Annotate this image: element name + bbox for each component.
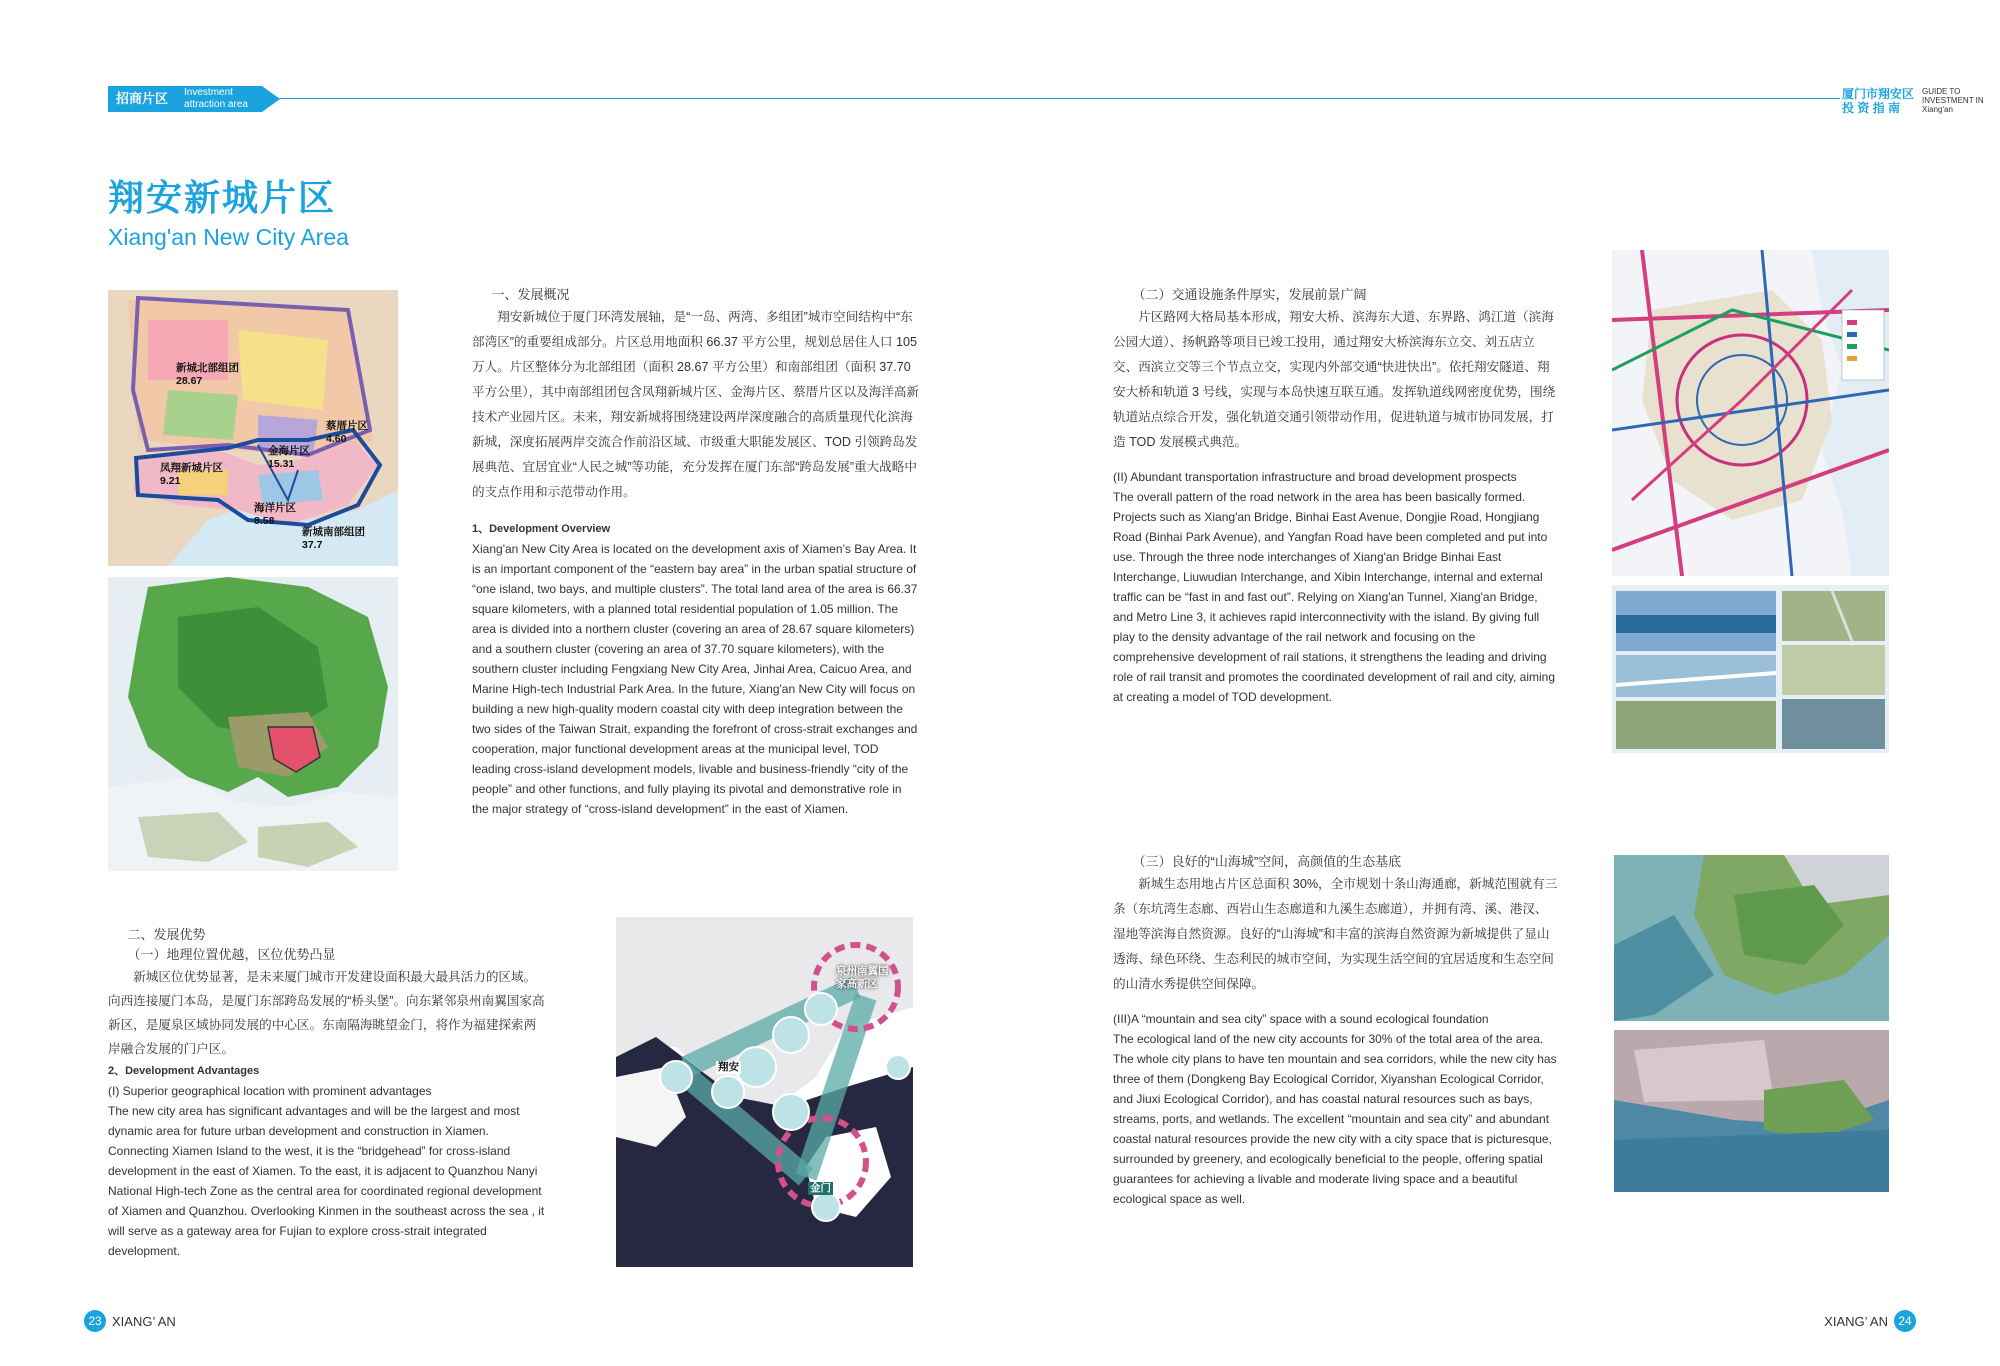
map-label-xiangan: 翔安 [718, 1061, 739, 1073]
guide-cn-line2: 投 资 指 南 [1842, 101, 1901, 115]
map-label-haiyang: 海洋片区 8.58 [254, 502, 296, 527]
section-ecology [1113, 852, 1559, 1209]
overview-paragraph-en: Xiang'an New City Area is located on the development axis of Xiamen’s Bay Area. It is an important component of the “eastern bay area” in the urban spatial structure of “one island, two bays, and multiple clusters”. The total land area of the area is 66.37 square kilometers, with a planned total residential population of 1.05 million. The area is divided into a northern cluster (covering an area of 28.67 square kilometers) and a southern cluster (covering an area of 37.70 square kilometers), with the southern cluster including Fengxiang New City Area, Jinhai Area, Caicuo Area, and Marine High-tech Industrial Park Area. In the future, Xiang'an New City will focus on building a new high-quality modern coastal city with deep integration between the two sides of the Taiwan Strait, expanding the forefront of cross-strait exchanges and cooperation, major functional development areas at the municipal level, TOD leading cross-island development models, livable and business-friendly “city of the people” and other functions, and fully playing its pivotal and demonstrative role in the major strategy of “cross-island development” in the east of Xiamen. [472, 542, 918, 816]
map-label-jinmen: 金门 [810, 1182, 831, 1194]
page-title-cn: 翔安新城片区 [108, 177, 337, 218]
road-network-map [1612, 250, 1889, 576]
page-number-left: 23 [84, 1310, 106, 1332]
waterfront-aerial-photo [1614, 1030, 1889, 1192]
overview-paragraph-cn: 翔安新城位于厦门环湾发展轴，是“一岛、两湾、多组团”城市空间结构中“东部湾区”的重要组成部分。片区总用地面积 66.37 平方公里，规划总居住人口 105 万人。片区整体分为北部组团（面积 28.67 平方公里）和南部组团（面积 37.70 平方公里），其中南部组团包含凤翔新城片区、金海片区、蔡厝片区以及海洋高新技术产业园片区。未来，翔安新城将围绕建设两岸深度融合的高质量现代化滨海新城，深度拓展两岸交流合作前沿区域、市级重大职能发展区、TOD 引领跨岛发展典范、宜居宜业“人民之城”等功能，充分发挥在厦门东部“跨岛发展”重大战略中的支点作用和示范带动作用。 [472, 310, 920, 499]
transport-paragraph-cn: 片区路网大格局基本形成，翔安大桥、滨海东大道、东界路、鸿江道（滨海公园大道）、扬帆路等项目已竣工投用，通过翔安大桥滨海东立交、刘五店立交、西滨立交等三个节点立交，实现内外部交通“快进快出”。依托翔安隧道、翔安大桥和轨道 3 号线，实现与本岛快速互联互通。发挥轨道线网密度优势，围绕轨道站点综合开发，强化轨道交通引领带动作用，促进轨道与城市协同发展，打造 TOD 发展模式典范。 [1113, 310, 1556, 449]
ecology-paragraph-cn: 新城生态用地占片区总面积 30%，全市规划十条山海通廊，新城范围就有三条（东坑湾生态廊、西岩山生态廊道和九溪生态廊道），并拥有湾、溪、港汊、湿地等滨海自然资源。良好的“山海城”和丰富的滨海自然资源为新城提供了显山透海、绿色环绕、生态利民的城市空间，为实现生活空间的宜居适度和生态空间的山清水秀提供空间保障。 [1113, 877, 1558, 991]
guide-en: GUIDE TO INVESTMENT IN Xiang'an [1922, 87, 1984, 114]
transport-heading-cn: （二）交通设施条件厚实，发展前景广阔 [1132, 287, 1367, 302]
map-label-north: 新城北部组团 28.67 [176, 362, 239, 387]
footer-right [1824, 1310, 1916, 1332]
overview-heading-en: 1、Development Overview [472, 523, 611, 535]
map-label-fengxiang: 凤翔新城片区 9.21 [160, 462, 223, 487]
section-tag [108, 86, 280, 112]
section-tag-en: Investment attraction area [176, 86, 262, 112]
advantages-heading-cn: 二、发展优势 [127, 927, 206, 942]
map-label-caicuo: 蔡厝片区 4.60 [326, 420, 368, 445]
guide-logo [1842, 87, 1994, 115]
section-advantages [108, 925, 548, 1261]
transport-photo-collage [1612, 585, 1889, 753]
location-overview-map [108, 577, 398, 871]
transport-heading-en: (II) Abundant transportation infrastructure and broad development prospects [1113, 470, 1517, 484]
guide-cn-line1: 厦门市翔安区 [1842, 87, 1915, 101]
section-transportation [1113, 285, 1559, 707]
ecology-heading-en: (III)A “mountain and sea city” space with a sound ecological foundation [1113, 1012, 1489, 1026]
section-overview [472, 285, 920, 819]
page-title-en: Xiang'an New City Area [108, 224, 349, 250]
footer-left-text: XIANG’ AN [112, 1313, 176, 1329]
coastal-aerial-photo [1614, 855, 1889, 1021]
ecology-paragraph-en: The ecological land of the new city accounts for 30% of the total area of the area. The whole city plans to have ten mountain and sea corridors, while the new city has three of them (Dongkeng Bay Ecological Corridor, Xiyanshan Ecological Corridor, and Jiuxi Ecological Corridor), and has coastal natural resources such as bays, streams, ports, and wetlands. The excellent “mountain and sea city” and abundant coastal natural resources provide the new city with a city space that is picturesque, surrounded by greenery, and ecologically beneficial to the people, offering spatial guarantees for achieving a livable and moderate living space and a beautiful ecological space as well. [1113, 1032, 1557, 1206]
map-label-quanzhou: 泉州南翼国家高新区 [836, 965, 889, 990]
advantages-paragraph-cn: 新城区位优势显著，是未来厦门城市开发建设面积最大最具活力的区域。向西连接厦门本岛，是厦门东部跨岛发展的“桥头堡”。向东紧邻泉州南翼国家高新区，是厦泉区域协同发展的中心区。东南隔海眺望金门，将作为福建探索两岸融合发展的门户区。 [108, 970, 545, 1056]
page-number-right: 24 [1894, 1310, 1916, 1332]
advantages-subheading-en: (I) Superior geographical location with prominent advantages [108, 1084, 432, 1098]
section-tag-cn: 招商片区 [108, 86, 176, 112]
map-label-south: 新城南部组团 37.7 [302, 526, 365, 551]
advantages-paragraph-en: The new city area has significant advantages and will be the largest and most dynamic area for future urban development and construction in Xiamen. Connecting Xiamen Island to the west, it is the “bridgehead” for cross-island development in the east of Xiamen. To the east, it is adjacent to Quanzhou Nanyi National High-tech Zone as the central area for coordinated regional development of Xiamen and Quanzhou. Overlooking Kinmen in the southeast across the sea , it will serve as a gateway area for Fujian to explore cross-strait integrated development. [108, 1104, 545, 1258]
regional-relation-map [616, 917, 913, 1267]
map-label-jinhai: 金海片区 15.31 [268, 445, 310, 470]
transport-paragraph-en: The overall pattern of the road network in the area has been basically formed. Projects such as Xiang'an Bridge, Binhai East Avenue, Dongjie Road, Hongjiang Road (Binhai Park Avenue), and Yangfan Road have been completed and put into use. Through the three node interchanges of Xiang'an Bridge Binhai East Interchange, Liuwudian Interchange, and Xibin Interchange, internal and external traffic can be “fast in and fast out”. Relying on Xiang'an Tunnel, Xiang'an Bridge, and Metro Line 3, it achieves rapid interconnectivity with the island. By giving full play to the density advantage of the rail network and focusing on the comprehensive development of rail stations, it strengthens the leading and driving role of rail transit and promotes the coordinated development of rail and city, aiming at creating a model of TOD development. [1113, 490, 1556, 704]
footer-right-text: XIANG’ AN [1824, 1313, 1888, 1329]
header-rule [270, 98, 1840, 99]
overview-heading-cn: 一、发展概况 [491, 287, 570, 302]
ecology-heading-cn: （三）良好的“山海城”空间，高颜值的生态基底 [1132, 854, 1402, 869]
advantages-subheading-cn: （一）地理位置优越，区位优势凸显 [127, 947, 336, 962]
district-zoning-map [108, 290, 398, 566]
footer-left [84, 1310, 176, 1332]
tag-arrow-icon [262, 86, 280, 112]
advantages-heading-en: 2、Development Advantages [108, 1065, 260, 1077]
